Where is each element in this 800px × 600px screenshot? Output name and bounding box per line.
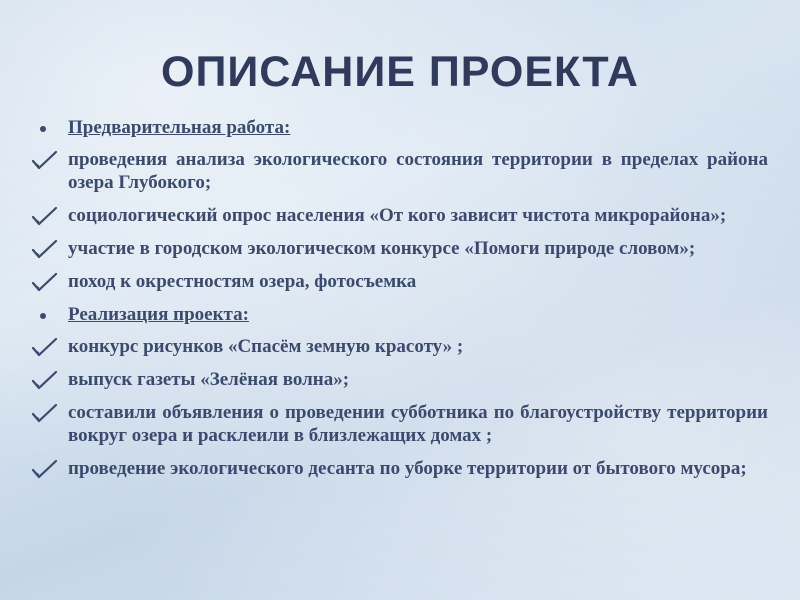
list-item: [30, 335, 768, 358]
checkmark-icon: [30, 336, 60, 358]
slide-title: ОПИСАНИЕ ПРОЕКТА: [161, 48, 639, 96]
list-item-text: участие в городском экологическом конкурсе «Помоги природе словом»;: [68, 238, 696, 259]
slide-content: [30, 116, 768, 490]
section-heading-label: Реализация проекта:: [68, 304, 249, 325]
checkmark-icon: [30, 369, 60, 391]
list-item-text: социологический опрос населения «От кого зависит чистота микрорайона»;: [68, 205, 727, 226]
list-item-text: проведение экологического десанта по уборке территории от бытового мусора;: [68, 458, 747, 479]
list-item: [30, 457, 768, 480]
list-item-text: поход к окрестностям озера, фотосъемка: [68, 271, 417, 292]
checkmark-icon: [30, 205, 60, 227]
list-item: [30, 148, 768, 194]
list-item: [30, 270, 768, 293]
list-item: [30, 204, 768, 227]
list-item: [30, 237, 768, 260]
checkmark-icon: [30, 458, 60, 480]
list-item-text: составили объявления о проведении субботника по благоустройству территории вокруг озера и расклеили в близлежащих домах ;: [68, 402, 768, 446]
section-heading-label: Предварительная работа:: [68, 117, 291, 138]
list-item: [30, 401, 768, 447]
list-item: [30, 368, 768, 391]
list-item-text: проведения анализа экологического состояния территории в пределах района озера Глубокого;: [68, 149, 768, 193]
checkmark-icon: [30, 149, 60, 171]
checkmark-icon: [30, 402, 60, 424]
checkmark-icon: [30, 238, 60, 260]
section-heading-preliminary: [30, 116, 768, 139]
bullet-dot-icon: [30, 304, 60, 326]
section-heading-implementation: [30, 303, 768, 326]
list-item-text: выпуск газеты «Зелёная волна»;: [68, 369, 350, 390]
bullet-dot-icon: [30, 117, 60, 139]
list-item-text: конкурс рисунков «Спасём земную красоту» ;: [68, 336, 464, 357]
checkmark-icon: [30, 271, 60, 293]
